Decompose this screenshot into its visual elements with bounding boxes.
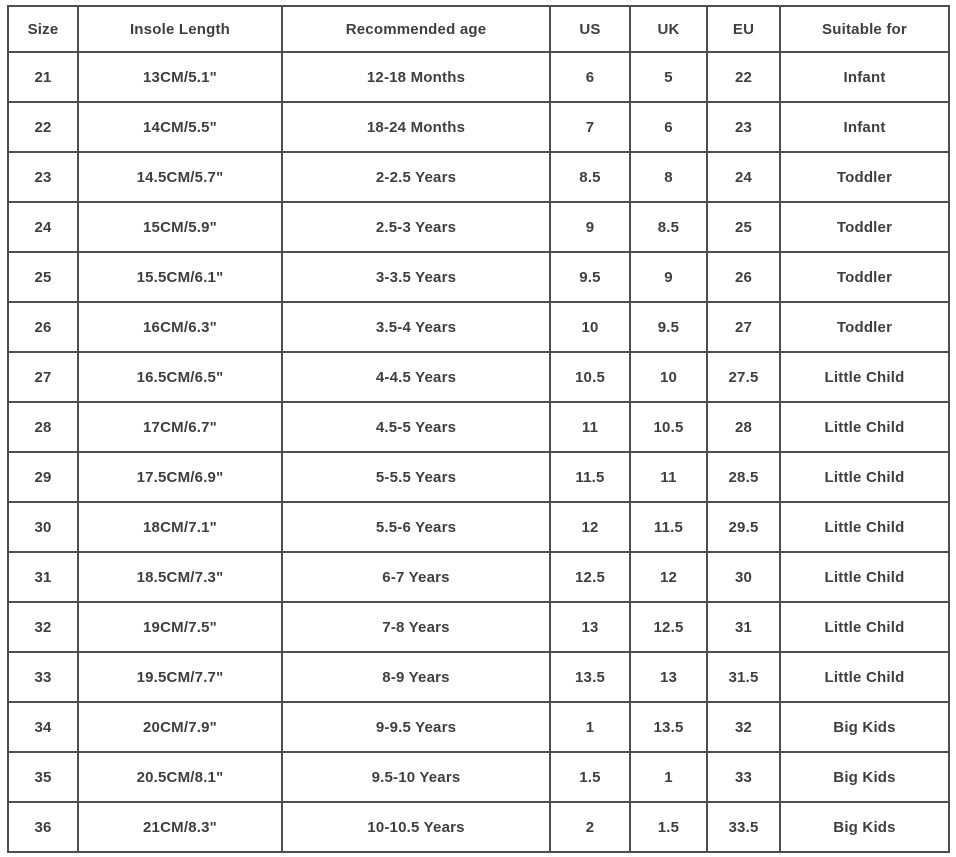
cell-suitable-for: Little Child: [780, 352, 949, 402]
cell-eu: 30: [707, 552, 780, 602]
cell-insole-length: 15.5CM/6.1": [78, 252, 282, 302]
table-row: [8, 352, 949, 402]
cell-size: 27: [8, 352, 78, 402]
cell-eu: 24: [707, 152, 780, 202]
cell-eu: 23: [707, 102, 780, 152]
cell-us: 11.5: [550, 452, 630, 502]
cell-uk: 13.5: [630, 702, 707, 752]
cell-us: 13: [550, 602, 630, 652]
cell-us: 8.5: [550, 152, 630, 202]
table-row: [8, 202, 949, 252]
cell-insole-length: 19.5CM/7.7": [78, 652, 282, 702]
cell-recommended-age: 5.5-6 Years: [282, 502, 550, 552]
cell-us: 6: [550, 52, 630, 102]
cell-suitable-for: Little Child: [780, 502, 949, 552]
table-row: [8, 802, 949, 852]
size-chart-table: [7, 5, 950, 853]
cell-insole-length: 15CM/5.9": [78, 202, 282, 252]
cell-recommended-age: 8-9 Years: [282, 652, 550, 702]
cell-uk: 10: [630, 352, 707, 402]
cell-recommended-age: 4.5-5 Years: [282, 402, 550, 452]
cell-uk: 13: [630, 652, 707, 702]
cell-suitable-for: Toddler: [780, 252, 949, 302]
cell-recommended-age: 6-7 Years: [282, 552, 550, 602]
cell-insole-length: 16CM/6.3": [78, 302, 282, 352]
cell-eu: 33.5: [707, 802, 780, 852]
cell-insole-length: 18.5CM/7.3": [78, 552, 282, 602]
cell-eu: 32: [707, 702, 780, 752]
cell-insole-length: 13CM/5.1": [78, 52, 282, 102]
cell-suitable-for: Big Kids: [780, 802, 949, 852]
cell-uk: 12: [630, 552, 707, 602]
cell-suitable-for: Little Child: [780, 552, 949, 602]
cell-eu: 28: [707, 402, 780, 452]
table-row: [8, 52, 949, 102]
cell-suitable-for: Toddler: [780, 152, 949, 202]
table-header: [8, 6, 949, 52]
cell-uk: 5: [630, 52, 707, 102]
cell-suitable-for: Infant: [780, 102, 949, 152]
table-row: [8, 602, 949, 652]
cell-eu: 31: [707, 602, 780, 652]
cell-size: 24: [8, 202, 78, 252]
cell-recommended-age: 12-18 Months: [282, 52, 550, 102]
cell-uk: 11: [630, 452, 707, 502]
cell-us: 9.5: [550, 252, 630, 302]
table-row: [8, 402, 949, 452]
cell-suitable-for: Little Child: [780, 652, 949, 702]
cell-us: 1.5: [550, 752, 630, 802]
cell-recommended-age: 2-2.5 Years: [282, 152, 550, 202]
cell-size: 21: [8, 52, 78, 102]
cell-us: 9: [550, 202, 630, 252]
cell-eu: 31.5: [707, 652, 780, 702]
cell-size: 30: [8, 502, 78, 552]
cell-eu: 25: [707, 202, 780, 252]
cell-suitable-for: Infant: [780, 52, 949, 102]
cell-eu: 27: [707, 302, 780, 352]
cell-size: 33: [8, 652, 78, 702]
table-row: [8, 502, 949, 552]
cell-uk: 8.5: [630, 202, 707, 252]
cell-us: 12.5: [550, 552, 630, 602]
cell-insole-length: 18CM/7.1": [78, 502, 282, 552]
cell-uk: 11.5: [630, 502, 707, 552]
cell-suitable-for: Big Kids: [780, 702, 949, 752]
cell-insole-length: 17.5CM/6.9": [78, 452, 282, 502]
cell-uk: 9.5: [630, 302, 707, 352]
cell-insole-length: 17CM/6.7": [78, 402, 282, 452]
cell-size: 34: [8, 702, 78, 752]
cell-uk: 12.5: [630, 602, 707, 652]
cell-size: 31: [8, 552, 78, 602]
header-recommended-age: Recommended age: [282, 6, 550, 52]
cell-suitable-for: Toddler: [780, 302, 949, 352]
cell-recommended-age: 2.5-3 Years: [282, 202, 550, 252]
table-row: [8, 552, 949, 602]
cell-us: 1: [550, 702, 630, 752]
cell-eu: 22: [707, 52, 780, 102]
cell-uk: 6: [630, 102, 707, 152]
cell-insole-length: 14.5CM/5.7": [78, 152, 282, 202]
cell-us: 11: [550, 402, 630, 452]
table-row: [8, 452, 949, 502]
table-row: [8, 252, 949, 302]
cell-size: 28: [8, 402, 78, 452]
cell-uk: 9: [630, 252, 707, 302]
table-row: [8, 152, 949, 202]
table-row: [8, 702, 949, 752]
cell-suitable-for: Little Child: [780, 602, 949, 652]
header-uk: UK: [630, 6, 707, 52]
cell-uk: 1: [630, 752, 707, 802]
cell-size: 25: [8, 252, 78, 302]
cell-size: 29: [8, 452, 78, 502]
cell-recommended-age: 4-4.5 Years: [282, 352, 550, 402]
header-us: US: [550, 6, 630, 52]
cell-us: 7: [550, 102, 630, 152]
cell-recommended-age: 9.5-10 Years: [282, 752, 550, 802]
cell-size: 26: [8, 302, 78, 352]
cell-suitable-for: Toddler: [780, 202, 949, 252]
cell-insole-length: 20CM/7.9": [78, 702, 282, 752]
header-suitable-for: Suitable for: [780, 6, 949, 52]
header-eu: EU: [707, 6, 780, 52]
header-row: [8, 6, 949, 52]
cell-insole-length: 19CM/7.5": [78, 602, 282, 652]
cell-eu: 26: [707, 252, 780, 302]
cell-size: 32: [8, 602, 78, 652]
cell-us: 2: [550, 802, 630, 852]
cell-us: 10.5: [550, 352, 630, 402]
header-insole-length: Insole Length: [78, 6, 282, 52]
cell-insole-length: 21CM/8.3": [78, 802, 282, 852]
table-row: [8, 302, 949, 352]
cell-recommended-age: 7-8 Years: [282, 602, 550, 652]
cell-recommended-age: 18-24 Months: [282, 102, 550, 152]
cell-us: 10: [550, 302, 630, 352]
cell-eu: 29.5: [707, 502, 780, 552]
cell-insole-length: 14CM/5.5": [78, 102, 282, 152]
cell-uk: 8: [630, 152, 707, 202]
cell-recommended-age: 9-9.5 Years: [282, 702, 550, 752]
cell-size: 35: [8, 752, 78, 802]
cell-recommended-age: 3.5-4 Years: [282, 302, 550, 352]
cell-uk: 1.5: [630, 802, 707, 852]
table-row: [8, 652, 949, 702]
cell-us: 12: [550, 502, 630, 552]
cell-size: 36: [8, 802, 78, 852]
cell-eu: 33: [707, 752, 780, 802]
cell-suitable-for: Big Kids: [780, 752, 949, 802]
cell-us: 13.5: [550, 652, 630, 702]
header-size: Size: [8, 6, 78, 52]
cell-recommended-age: 5-5.5 Years: [282, 452, 550, 502]
cell-size: 23: [8, 152, 78, 202]
cell-uk: 10.5: [630, 402, 707, 452]
table-row: [8, 752, 949, 802]
cell-suitable-for: Little Child: [780, 452, 949, 502]
cell-insole-length: 16.5CM/6.5": [78, 352, 282, 402]
cell-size: 22: [8, 102, 78, 152]
table-row: [8, 102, 949, 152]
cell-eu: 28.5: [707, 452, 780, 502]
cell-recommended-age: 10-10.5 Years: [282, 802, 550, 852]
cell-eu: 27.5: [707, 352, 780, 402]
table-body: [8, 52, 949, 852]
cell-suitable-for: Little Child: [780, 402, 949, 452]
cell-recommended-age: 3-3.5 Years: [282, 252, 550, 302]
cell-insole-length: 20.5CM/8.1": [78, 752, 282, 802]
